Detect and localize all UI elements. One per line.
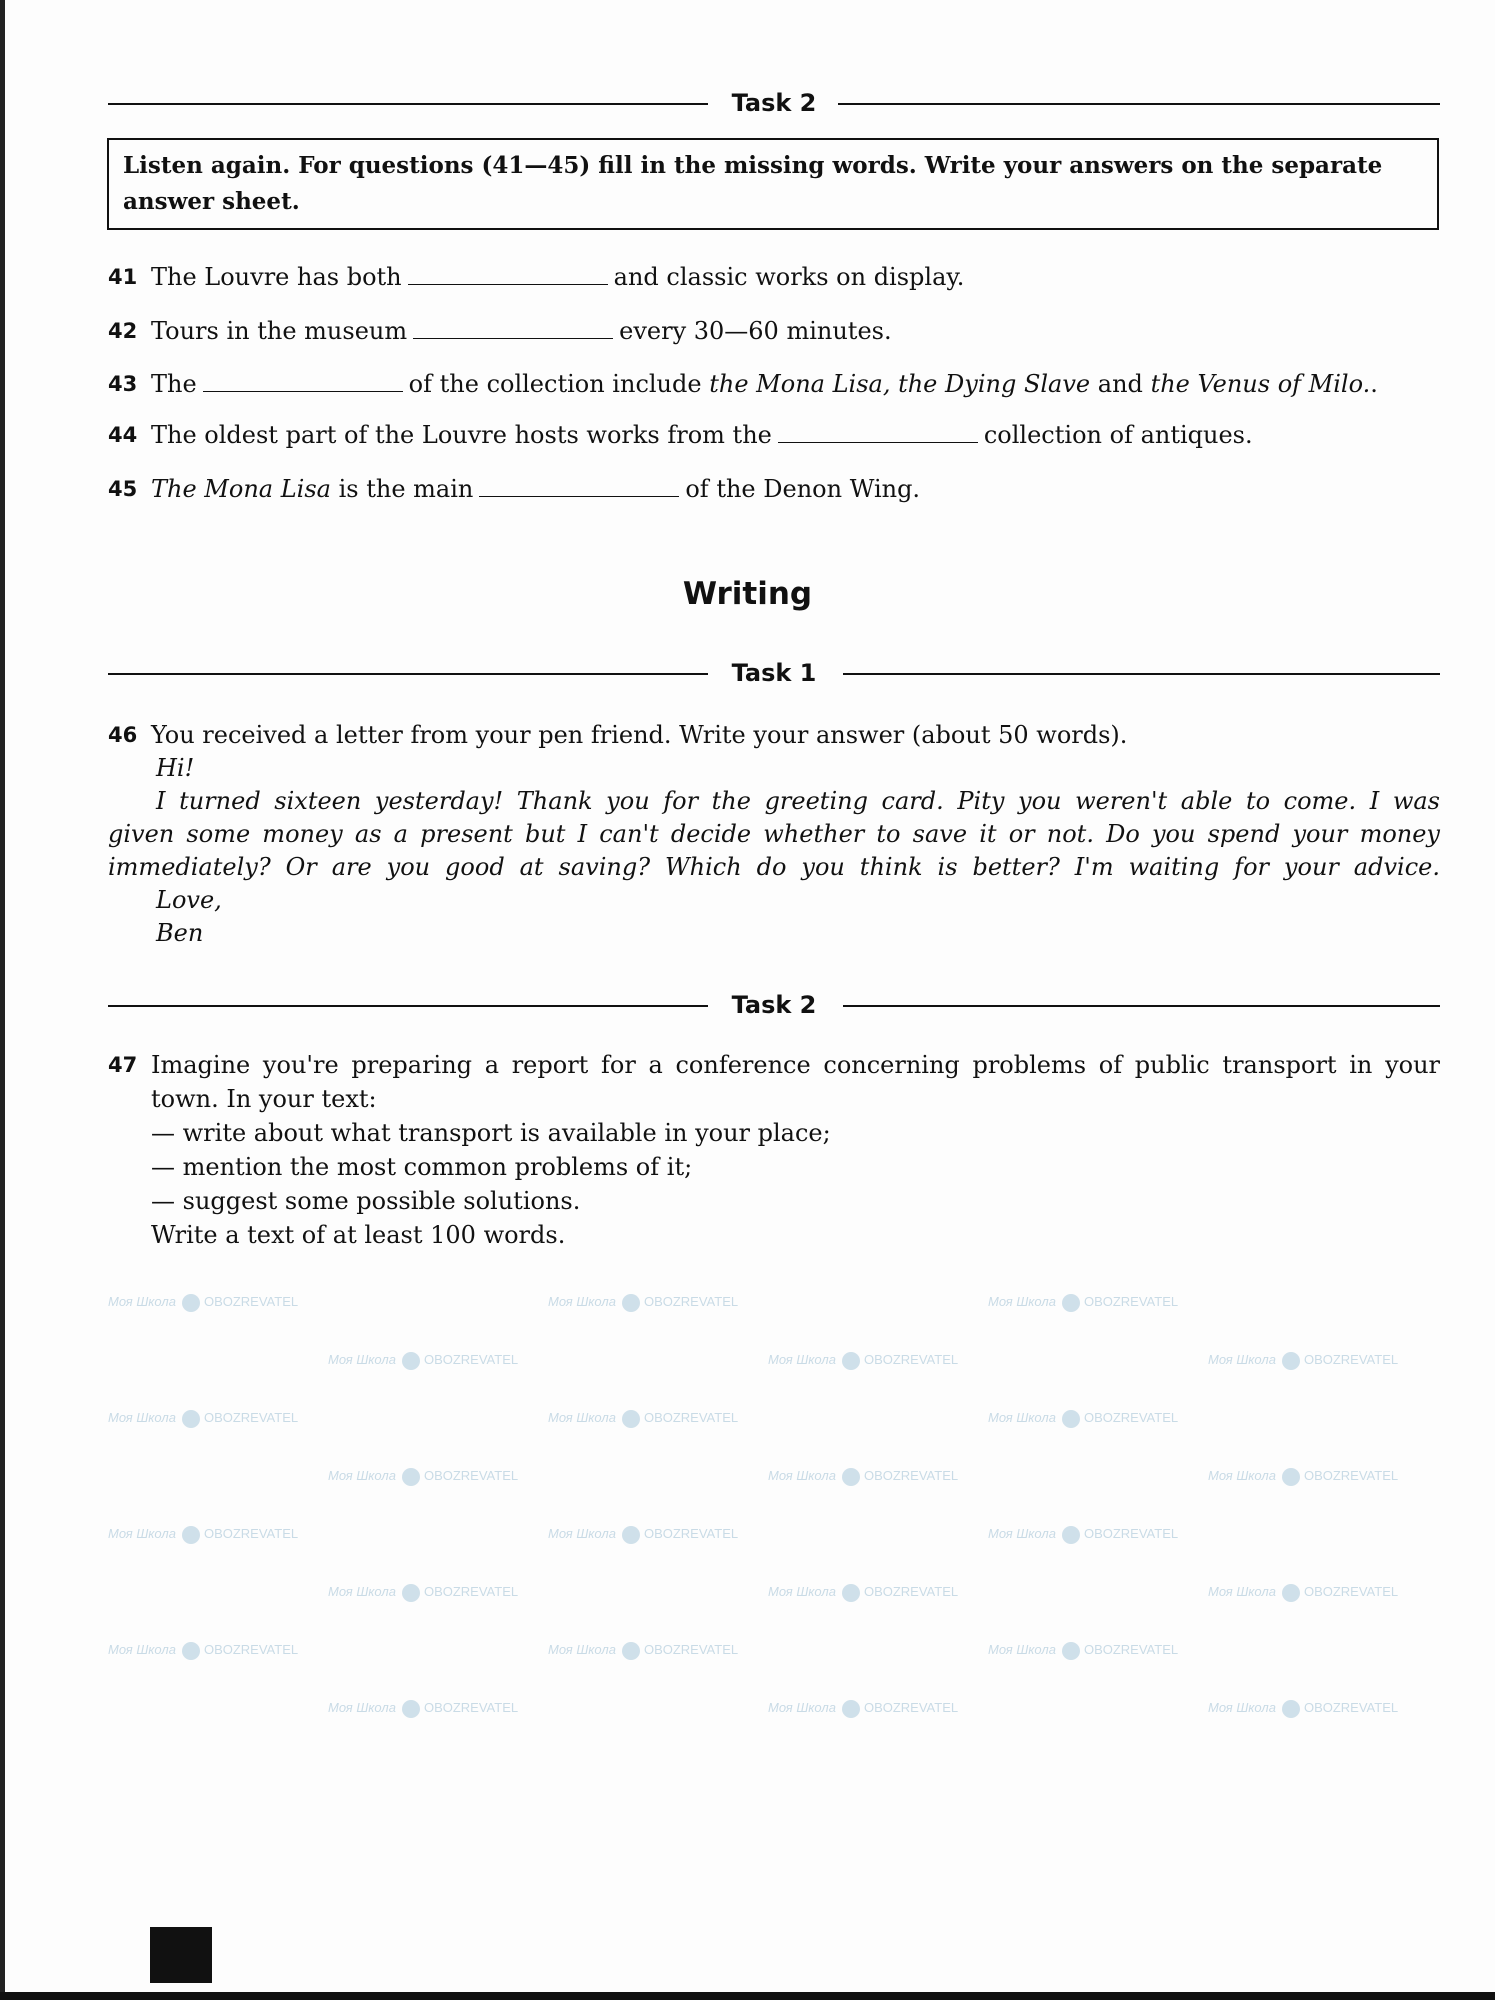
question-text: The Mona Lisa <box>151 475 331 503</box>
answer-blank <box>408 262 608 285</box>
question-number: 46 <box>108 723 138 747</box>
pen-friend-letter <box>108 752 1440 950</box>
watermark: Моя Школа OBOZREVATEL <box>1208 1466 1398 1486</box>
question-46 <box>108 718 1440 752</box>
page-edge <box>0 0 5 2000</box>
letter-line: given some money as a present but I can't decide whether to save it or not. Do you spend your money <box>108 820 1440 848</box>
page-bottom-edge <box>0 1992 1495 2000</box>
question-text: of the collection include <box>408 370 702 398</box>
watermark: Моя Школа OBOZREVATEL <box>1208 1582 1398 1602</box>
question-text: Write a text of at least 100 words. <box>151 1221 566 1249</box>
page-number-block <box>150 1927 212 1983</box>
question-text: the Venus of Milo. <box>1150 370 1371 398</box>
question-text: The <box>151 370 197 398</box>
task-title: Task 2 <box>718 89 831 117</box>
question-text: and classic works on display. <box>613 263 965 291</box>
question-text: You received a letter from your pen friend. Write your answer (about 50 words). <box>151 721 1128 749</box>
letter-signature: Ben <box>156 919 204 947</box>
watermark: Моя Школа OBOZREVATEL <box>768 1350 958 1370</box>
letter-closing: Love, <box>156 886 222 914</box>
question-text: of the Denon Wing. <box>685 475 921 503</box>
watermark: Моя Школа OBOZREVATEL <box>988 1640 1178 1660</box>
question-text: . <box>1370 370 1378 398</box>
letter-line: immediately? Or are you good at saving? Which do you think is better? I'm waiting for your advice. <box>108 853 1440 881</box>
watermark: Моя Школа OBOZREVATEL <box>768 1466 958 1486</box>
question-41 <box>108 260 1440 294</box>
watermark: Моя Школа OBOZREVATEL <box>108 1640 298 1660</box>
listening-task2-heading <box>108 88 1440 118</box>
question-number: 41 <box>108 265 138 289</box>
page-content <box>108 88 1440 1772</box>
section-title-writing: Writing <box>682 576 813 612</box>
watermark: Моя Школа OBOZREVATEL <box>988 1524 1178 1544</box>
watermark: Моя Школа OBOZREVATEL <box>548 1292 738 1312</box>
task-title: Task 1 <box>718 659 831 687</box>
bullet-item: — suggest some possible solutions. <box>151 1187 581 1215</box>
watermark: Моя Школа OBOZREVATEL <box>768 1582 958 1602</box>
question-text: Imagine you're preparing a report for a conference concerning problems of public transport in your town. In your text: <box>151 1051 1440 1113</box>
question-44 <box>108 418 1440 452</box>
watermark: Моя Школа OBOZREVATEL <box>988 1292 1178 1312</box>
question-text: Tours in the museum <box>151 317 408 345</box>
watermark: Моя Школа OBOZREVATEL <box>988 1408 1178 1428</box>
watermark: Моя Школа OBOZREVATEL <box>548 1524 738 1544</box>
question-number: 44 <box>108 423 138 447</box>
watermark: Моя Школа OBOZREVATEL <box>108 1524 298 1544</box>
bullet-item: — mention the most common problems of it; <box>151 1153 693 1181</box>
question-text: the Mona Lisa, the Dying Slave <box>709 370 1091 398</box>
watermark: Моя Школа OBOZREVATEL <box>548 1408 738 1428</box>
watermark: Моя Школа OBOZREVATEL <box>1208 1698 1398 1718</box>
writing-task1-heading <box>108 658 1440 688</box>
task-title: Task 2 <box>718 991 831 1019</box>
question-text: every 30—60 minutes. <box>619 317 892 345</box>
watermark: Моя Школа OBOZREVATEL <box>328 1350 518 1370</box>
question-text: and <box>1097 370 1143 398</box>
question-number: 42 <box>108 319 138 343</box>
question-number: 43 <box>108 372 138 396</box>
question-number: 45 <box>108 477 138 501</box>
question-number: 47 <box>108 1053 138 1077</box>
question-47 <box>108 1048 1440 1252</box>
question-42 <box>108 314 1440 348</box>
answer-blank <box>203 369 403 392</box>
question-text: is the main <box>338 475 474 503</box>
watermark: Моя Школа OBOZREVATEL <box>328 1582 518 1602</box>
watermark: Моя Школа OBOZREVATEL <box>768 1698 958 1718</box>
question-text: The Louvre has both <box>151 263 402 291</box>
answer-blank <box>778 420 978 443</box>
watermark: Моя Школа OBOZREVATEL <box>328 1466 518 1486</box>
question-text: The oldest part of the Louvre hosts works from the <box>151 421 772 449</box>
watermark: Моя Школа OBOZREVATEL <box>108 1408 298 1428</box>
writing-task2-heading <box>108 990 1440 1020</box>
answer-blank <box>413 316 613 339</box>
watermark: Моя Школа OBOZREVATEL <box>328 1698 518 1718</box>
watermark: Моя Школа OBOZREVATEL <box>1208 1350 1398 1370</box>
watermark-layer <box>108 1292 1440 1772</box>
instruction-box: Listen again. For questions (41—45) fill in the missing words. Write your answers on the separate answer sheet. <box>107 138 1439 230</box>
watermark: Моя Школа OBOZREVATEL <box>548 1640 738 1660</box>
letter-line: I turned sixteen yesterday! Thank you for the greeting card. Pity you weren't able to come. I was <box>156 787 1440 815</box>
question-45 <box>108 472 1440 506</box>
bullet-item: — write about what transport is available in your place; <box>151 1119 831 1147</box>
watermark: Моя Школа OBOZREVATEL <box>108 1292 298 1312</box>
question-43 <box>108 367 1440 401</box>
question-text: collection of antiques. <box>983 421 1253 449</box>
letter-greeting: Hi! <box>156 754 195 782</box>
answer-blank <box>479 474 679 497</box>
